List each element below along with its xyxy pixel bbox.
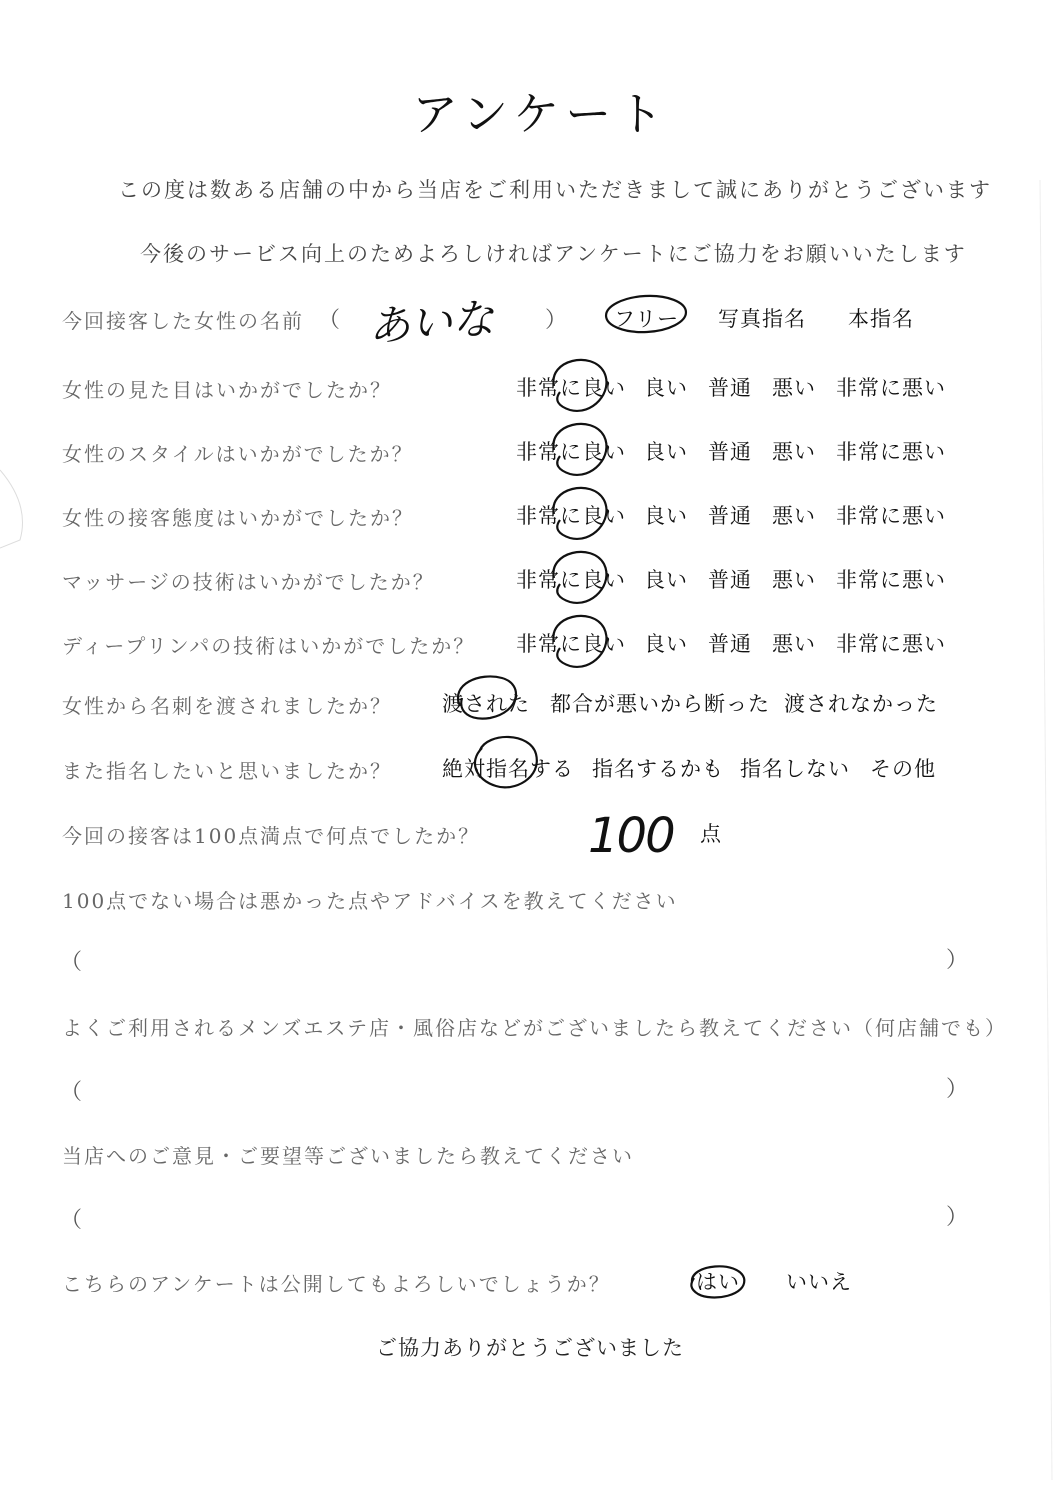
publish-question: こちらのアンケートは公開してもよろしいでしょうか？ xyxy=(62,1272,611,1296)
rating-option[interactable]: 普通 xyxy=(708,632,752,656)
intro-line-2: 今後のサービス向上のためよろしければアンケートにご協力をお願いいたします xyxy=(140,242,967,266)
rating-option[interactable]: 普通 xyxy=(708,504,752,528)
option-main-nomination[interactable]: 本指名 xyxy=(848,307,914,331)
shops-input[interactable] xyxy=(90,1074,940,1102)
rebook-question: また指名したいと思いましたか？ xyxy=(62,759,392,783)
intro-line-1: この度は数ある店舗の中から当店をご利用いただきまして誠にありがとうございます xyxy=(118,178,992,202)
rating-option[interactable]: 良い xyxy=(644,632,688,656)
rating-option[interactable]: 非常に悪い xyxy=(836,440,946,464)
advice-open-paren: （ xyxy=(60,950,83,975)
rating-option[interactable]: 非常に良い xyxy=(516,440,626,464)
shops-close-paren: ） xyxy=(946,1077,969,1102)
advice-close-paren: ） xyxy=(946,948,969,973)
score-question: 今回の接客は100点満点で何点でしたか？ xyxy=(62,824,481,848)
rating-option[interactable]: 普通 xyxy=(708,568,752,592)
option-free[interactable]: フリー xyxy=(614,307,680,331)
card-option-not-received[interactable]: 渡されなかった xyxy=(784,692,938,716)
card-option-declined[interactable]: 都合が悪いから断った xyxy=(550,692,770,716)
opinion-question: 当店へのご意見・ご要望等ございましたら教えてください xyxy=(62,1144,634,1168)
rating-option[interactable]: 悪い xyxy=(772,376,816,400)
rating-option[interactable]: 普通 xyxy=(708,440,752,464)
shops-question: よくご利用されるメンズエステ店・風俗店などがございましたら教えてください（何店舗でも） xyxy=(62,1016,1007,1040)
rating-option[interactable]: 普通 xyxy=(708,376,752,400)
rating-option[interactable]: 非常に良い xyxy=(516,632,626,656)
name-answer[interactable]: あいな xyxy=(366,293,496,352)
rating-question: マッサージの技術はいかがでしたか？ xyxy=(62,570,435,594)
publish-option-yes[interactable]: はい xyxy=(696,1270,740,1294)
rating-option[interactable]: 悪い xyxy=(772,504,816,528)
rebook-option-maybe[interactable]: 指名するかも xyxy=(592,757,724,781)
rating-option[interactable]: 非常に悪い xyxy=(836,504,946,528)
rating-option[interactable]: 悪い xyxy=(772,440,816,464)
card-question: 女性から名刺を渡されましたか？ xyxy=(62,694,392,718)
rating-option[interactable]: 非常に悪い xyxy=(836,568,946,592)
thanks-text: ご協力ありがとうございました xyxy=(376,1336,684,1360)
option-photo-nomination[interactable]: 写真指名 xyxy=(718,307,806,331)
rating-option[interactable]: 非常に良い xyxy=(516,568,626,592)
rating-option[interactable]: 良い xyxy=(644,440,688,464)
name-close-paren: ） xyxy=(545,308,568,333)
rating-option[interactable]: 悪い xyxy=(772,632,816,656)
advice-input[interactable] xyxy=(90,944,940,972)
rating-option[interactable]: 非常に良い xyxy=(516,504,626,528)
rating-question: ディープリンパの技術はいかがでしたか？ xyxy=(62,634,476,658)
advice-question: 100点でない場合は悪かった点やアドバイスを教えてください xyxy=(62,889,678,913)
rating-option[interactable]: 非常に悪い xyxy=(836,376,946,400)
opinion-open-paren: （ xyxy=(60,1208,83,1233)
rating-option[interactable]: 非常に良い xyxy=(516,376,626,400)
rating-option[interactable]: 悪い xyxy=(772,568,816,592)
rating-option[interactable]: 良い xyxy=(644,568,688,592)
rebook-option-definitely[interactable]: 絶対指名する xyxy=(442,757,574,781)
score-unit: 点 xyxy=(700,822,722,846)
rating-question: 女性の見た目はいかがでしたか？ xyxy=(62,378,392,402)
rebook-option-other[interactable]: その他 xyxy=(870,757,936,781)
rebook-option-no[interactable]: 指名しない xyxy=(740,757,850,781)
shops-open-paren: （ xyxy=(60,1080,83,1105)
opinion-input[interactable] xyxy=(90,1202,940,1230)
card-option-received[interactable]: 渡された xyxy=(442,692,530,716)
rating-option[interactable]: 良い xyxy=(644,504,688,528)
page-title: アンケート xyxy=(412,87,670,141)
opinion-close-paren: ） xyxy=(946,1205,969,1230)
score-answer[interactable]: 100 xyxy=(588,808,674,864)
name-question: 今回接客した女性の名前 xyxy=(62,309,304,333)
publish-option-no[interactable]: いいえ xyxy=(786,1270,852,1294)
rating-question: 女性のスタイルはいかがでしたか？ xyxy=(62,442,414,466)
name-open-paren: （ xyxy=(318,308,341,333)
rating-option[interactable]: 非常に悪い xyxy=(836,632,946,656)
rating-question: 女性の接客態度はいかがでしたか？ xyxy=(62,506,414,530)
rating-option[interactable]: 良い xyxy=(644,376,688,400)
